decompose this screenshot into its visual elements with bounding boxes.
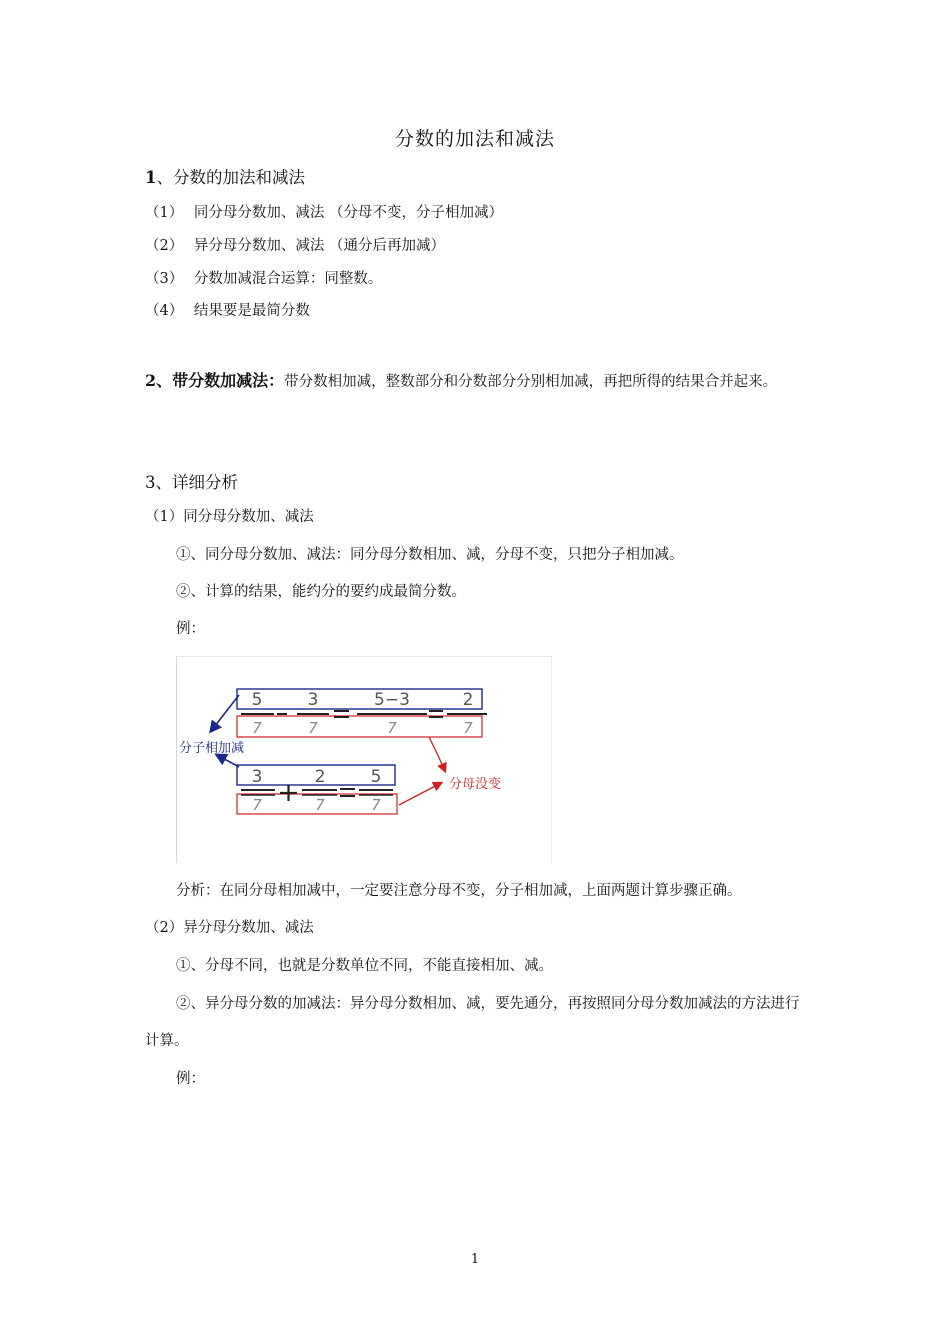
row2-numerator-3: 5 [370,767,382,787]
list-item-text: 分数加减混合运算：同整数。 [193,271,383,287]
paragraph: ①、同分母分数加、减法：同分母分数相加、减，分母不变，只把分子相加减。 [176,547,684,563]
section-3-heading: 3、详细分析 [145,473,238,492]
paragraph: ①、分母不同，也就是分数单位不同，不能直接相加、减。 [176,958,553,974]
analysis-paragraph: 分析：在同分母相加减中，一定要注意分母不变，分子相加减，上面两题计算步骤正确。 [176,883,742,899]
row1-denominator-2: 7 [308,719,318,737]
list-item-number: （2） [145,238,184,254]
section-2-text: 带分数相加减，整数部分和分数部分分别相加减，再把所得的结果合并起来。 [284,374,778,390]
row1-numerator-4: 2 [462,690,474,710]
list-item-text: 异分母分数加、减法 （通分后再加减） [193,238,445,254]
row2-numerator-2: 2 [314,767,326,787]
example-label: 例： [176,1071,205,1087]
section-1-number: 1 [145,168,157,187]
row1-numerator-1: 5 [251,690,263,710]
fraction-diagram [177,657,551,863]
section-2-paragraph [145,362,810,401]
arrow-down-left [217,755,239,767]
subsection-2-title: （2）异分母分数加、减法 [145,920,314,936]
row2-denominator-3: 7 [371,796,381,814]
numerator-box [237,689,482,709]
list-item [145,236,445,256]
page-title: 分数的加法和减法 [394,128,555,150]
arrow-up-left [211,695,239,731]
arrow-down-right [429,737,445,771]
arrow-up-right [399,783,441,805]
row1-denominator-4: 7 [463,719,473,737]
list-item [145,301,310,321]
subsection-1-title: （1）同分母分数加、减法 [145,509,314,525]
paragraph: ②、异分母分数的加减法：异分母分数相加、减，要先通分，再按照同分母分数加减法的方法进行计算。 [145,996,800,1049]
page-number: 1 [470,1252,480,1267]
list-item-number: （4） [145,303,184,319]
row1-denominator-3: 7 [387,719,397,737]
row1-numerator-2: 3 [307,690,319,710]
fraction-example-figure [176,656,552,863]
section-1-heading-text: 、分数的加法和减法 [156,168,305,187]
denominator-box [237,716,482,737]
list-item-text: 同分母分数加、减法 （分母不变，分子相加减） [193,205,503,221]
row2-numerator-1: 3 [251,767,263,787]
list-item [145,269,382,289]
row2-denominator-1: 7 [252,796,262,814]
section-1-heading [145,164,305,188]
row2-denominator-2: 7 [315,796,325,814]
row1-numerator-3: 5−3 [374,690,410,710]
list-item [145,203,503,223]
label-denominator-unchanged: 分母没变 [449,777,502,792]
list-item-number: （3） [145,271,184,287]
row1-denominator-1: 7 [252,719,262,737]
list-item-number: （1） [145,205,184,221]
example-label: 例： [176,621,205,637]
list-item-text: 结果要是最简分数 [193,303,310,319]
section-2-number: 2 [145,371,157,390]
section-2-heading: 、带分数加减法： [156,371,285,390]
label-numerators-add: 分子相加减 [179,741,245,756]
paragraph: ②、计算的结果，能约分的要约成最简分数。 [176,584,466,600]
